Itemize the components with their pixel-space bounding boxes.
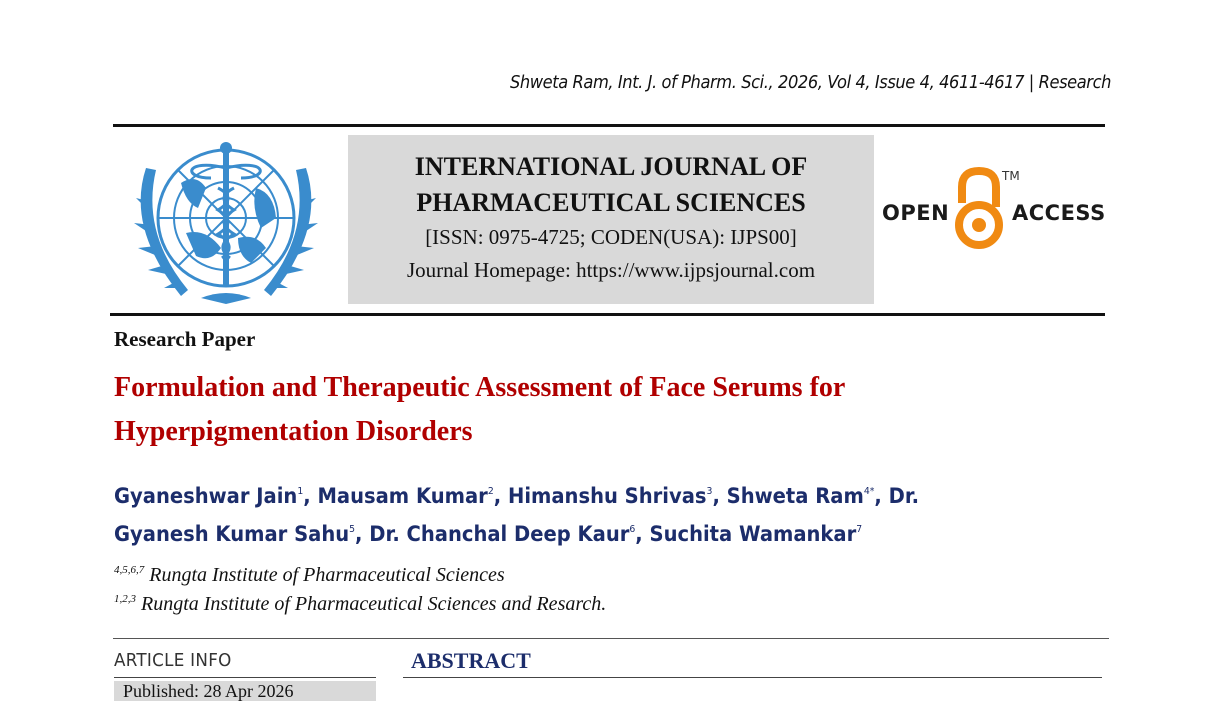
article-info-heading: ARTICLE INFO — [114, 650, 232, 671]
affiliation-2 — [114, 593, 606, 616]
open-access-access-text: ACCESS — [1012, 201, 1106, 225]
journal-name-line2: PHARMACEUTICAL SCIENCES — [416, 188, 806, 217]
author-line1 — [114, 475, 1007, 513]
paper-title — [114, 366, 1014, 454]
affiliation-sup: 4,5,6,7 — [114, 564, 145, 576]
author-separator: , Dr. — [355, 522, 407, 546]
article-type-label: Research Paper — [114, 327, 256, 351]
journal-emblem-icon — [126, 138, 326, 306]
article-info-underline — [114, 677, 376, 678]
open-access-logo — [880, 165, 1110, 255]
affiliation-text: Rungta Institute of Pharmaceutical Sciences and Resarch. — [141, 593, 607, 615]
affiliation-text: Rungta Institute of Pharmaceutical Sciences — [149, 564, 505, 586]
author-name: Gyaneshwar Jain — [114, 484, 298, 508]
section-divider — [113, 638, 1109, 639]
author-name: Himanshu Shrivas — [507, 484, 707, 508]
paper-title-line2: Hyperpigmentation Disorders — [114, 416, 473, 447]
open-lock-icon — [954, 167, 1004, 251]
author-affil-sup: 2 — [487, 486, 494, 497]
author-list — [114, 475, 1007, 551]
paper-title-line1: Formulation and Therapeutic Assessment of Face Serums for — [114, 372, 846, 403]
author-name: Shweta Ram — [726, 484, 864, 508]
journal-name-line1: INTERNATIONAL JOURNAL OF — [414, 152, 808, 181]
running-head: Shweta Ram, Int. J. of Pharm. Sci., 2026, Vol 4, Issue 4, 4611-4617 | Research — [509, 73, 1111, 93]
published-date: Published: 28 Apr 2026 — [114, 681, 376, 701]
author-affil-sup: 4* — [863, 486, 875, 497]
journal-masthead-box — [348, 135, 874, 304]
affiliation-1 — [114, 564, 505, 587]
author-name: Gyanesh Kumar Sahu — [114, 522, 350, 546]
author-affil-sup: 5 — [349, 524, 356, 535]
journal-homepage[interactable]: Journal Homepage: https://www.ijpsjournal.com — [406, 258, 816, 282]
author-separator: , — [635, 522, 650, 546]
author-affil-sup: 3 — [706, 486, 713, 497]
masthead-top-rule — [113, 124, 1105, 127]
abstract-heading: ABSTRACT — [411, 648, 531, 673]
author-affil-sup: 1 — [297, 486, 304, 497]
author-name: Chanchal Deep Kaur — [406, 522, 630, 546]
author-line2 — [114, 513, 1007, 551]
author-name: Suchita Wamankar — [649, 522, 857, 546]
author-name: Mausam Kumar — [317, 484, 488, 508]
open-access-open-text: OPEN — [882, 201, 950, 225]
author-affil-sup: 6 — [629, 524, 636, 535]
masthead-bottom-rule — [110, 313, 1105, 316]
author-separator: , Dr. — [874, 484, 920, 508]
affiliation-sup: 1,2,3 — [114, 593, 136, 605]
author-separator: , — [712, 484, 727, 508]
abstract-underline — [403, 677, 1102, 678]
author-separator: , — [303, 484, 318, 508]
author-affil-sup: 7 — [856, 524, 863, 535]
author-separator: , — [493, 484, 508, 508]
trademark-mark: TM — [1002, 169, 1020, 183]
journal-issn: [ISSN: 0975-4725; CODEN(USA): IJPS00] — [425, 225, 797, 249]
